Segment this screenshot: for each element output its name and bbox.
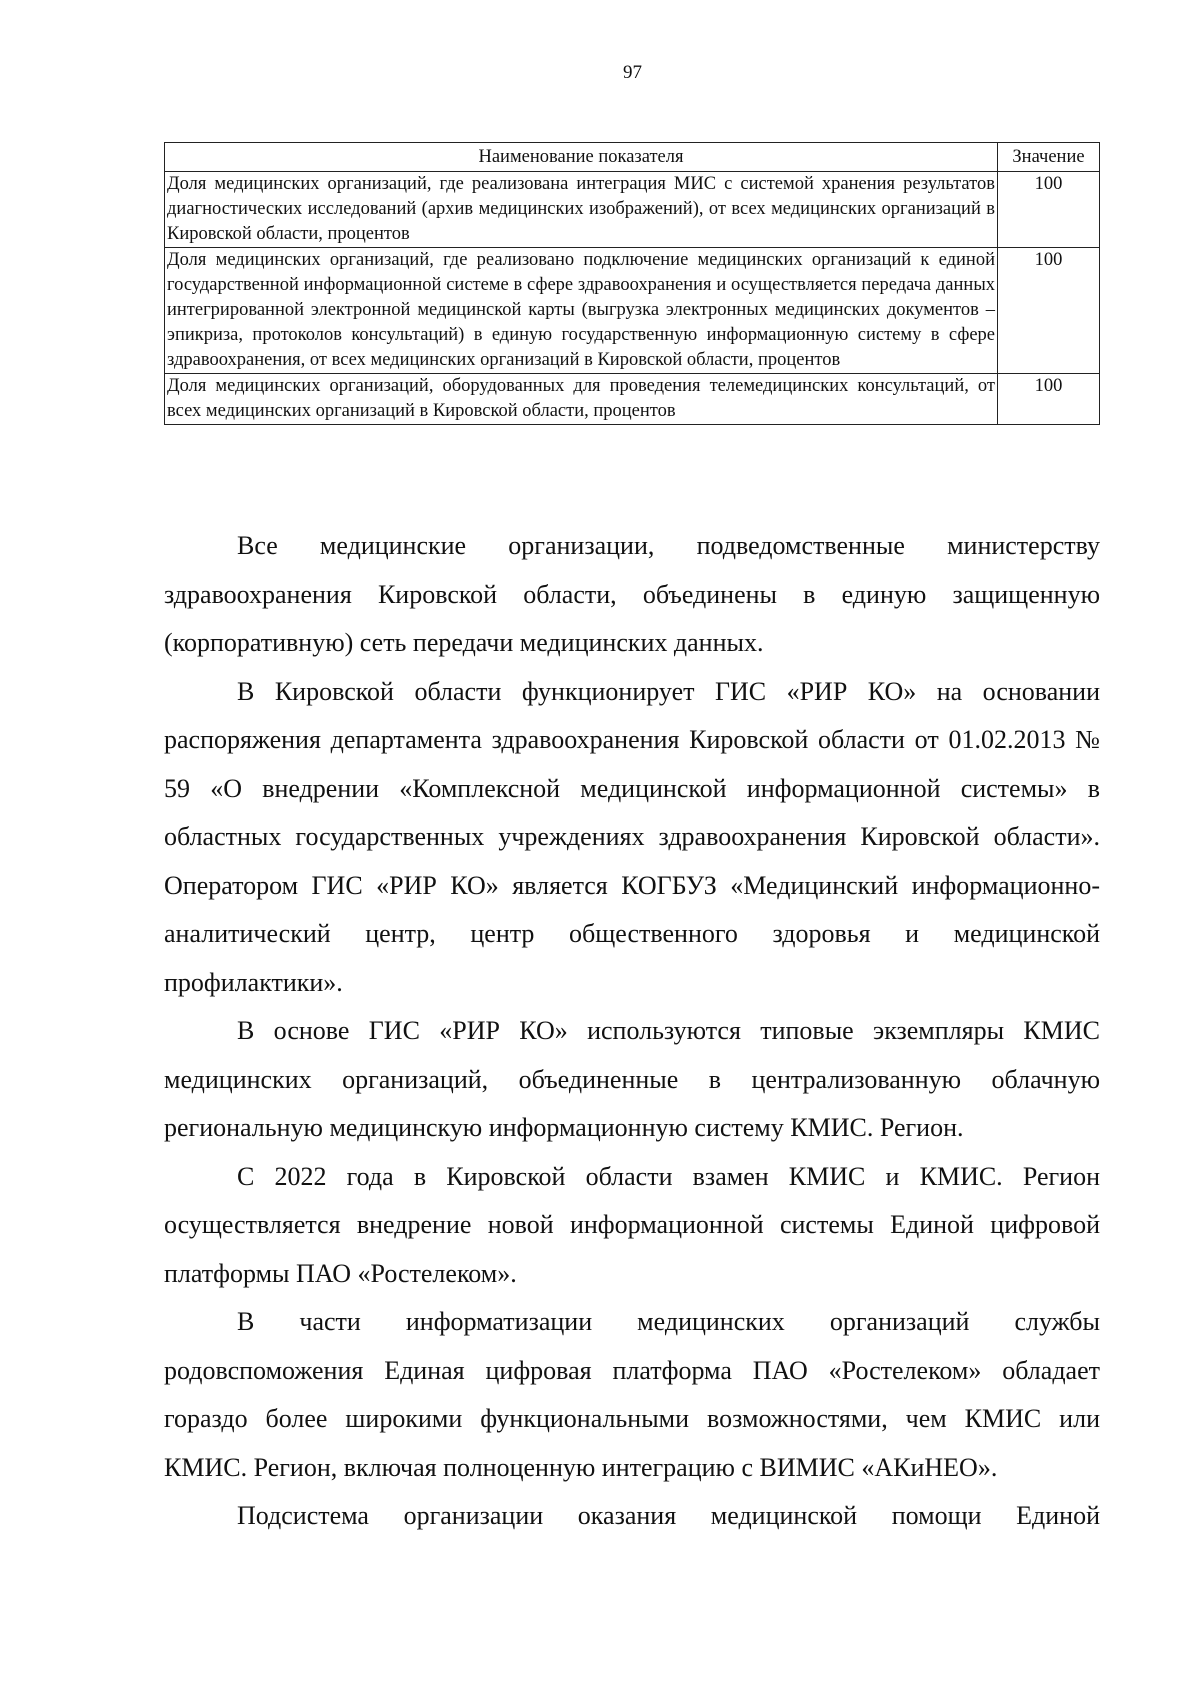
body-text xyxy=(164,522,1100,1541)
table-header-row xyxy=(165,143,1100,172)
paragraph: В Кировской области функционирует ГИС «РИР КО» на основании распоряжения департамента здравоохранения Кировской области от 01.02.2013 № 59 «О внедрении «Комплексной медицинской информационной системы» в областных государственных учреждениях здравоохранения Кировской области». Оператором ГИС «РИР КО» является КОГБУЗ «Медицинский информационно-аналитический центр, центр общественного здоровья и медицинской профилактики». xyxy=(164,676,1100,997)
indicator-name: Доля медицинских организаций, где реализовано подключение медицинских организаций к единой государственной информационной системе в сфере здравоохранения и осуществляется передача данных интегрированной электронной медицинской карты (выгрузка электронных медицинских документов – эпикриза, протоколов консультаций) в единую государственную информационную систему в сфере здравоохранения, от всех медицинских организаций в Кировской области, процентов xyxy=(165,248,998,374)
indicators-table xyxy=(164,142,1100,425)
paragraph: Все медицинские организации, подведомственные министерству здравоохранения Кировской области, объединены в единую защищенную (корпоративную) сеть передачи медицинских данных. xyxy=(164,531,1100,657)
column-header-name: Наименование показателя xyxy=(165,143,998,172)
paragraph: Подсистема организации оказания медицинской помощи Единой xyxy=(237,1501,1100,1530)
page-number: 97 xyxy=(623,62,642,83)
paragraph: С 2022 года в Кировской области взамен КМИС и КМИС. Регион осуществляется внедрение новой информационной системы Единой цифровой платформы ПАО «Ростелеком». xyxy=(164,1161,1100,1288)
paragraph: В основе ГИС «РИР КО» используются типовые экземпляры КМИС медицинских организаций, объединенные в централизованную облачную региональную медицинскую информационную систему КМИС. Регион. xyxy=(164,1016,1100,1142)
indicator-name: Доля медицинских организаций, где реализована интеграция МИС с системой хранения результатов диагностических исследований (архив медицинских изображений), от всех медицинских организаций в Кировской области, процентов xyxy=(165,172,998,248)
table-row xyxy=(165,172,1100,248)
indicator-value: 100 xyxy=(998,374,1100,425)
indicator-name: Доля медицинских организаций, оборудованных для проведения телемедицинских консультаций, от всех медицинских организаций в Кировской области, процентов xyxy=(165,374,998,425)
indicator-value: 100 xyxy=(998,248,1100,374)
table-row xyxy=(165,248,1100,374)
column-header-value: Значение xyxy=(998,143,1100,172)
paragraph: В части информатизации медицинских организаций службы родовспоможения Единая цифровая платформа ПАО «Ростелеком» обладает гораздо более широкими функциональными возможностями, чем КМИС или КМИС. Регион, включая полноценную интеграцию с ВИМИС «АКиНЕО». xyxy=(164,1307,1100,1482)
indicator-value: 100 xyxy=(998,172,1100,248)
table-row xyxy=(165,374,1100,425)
